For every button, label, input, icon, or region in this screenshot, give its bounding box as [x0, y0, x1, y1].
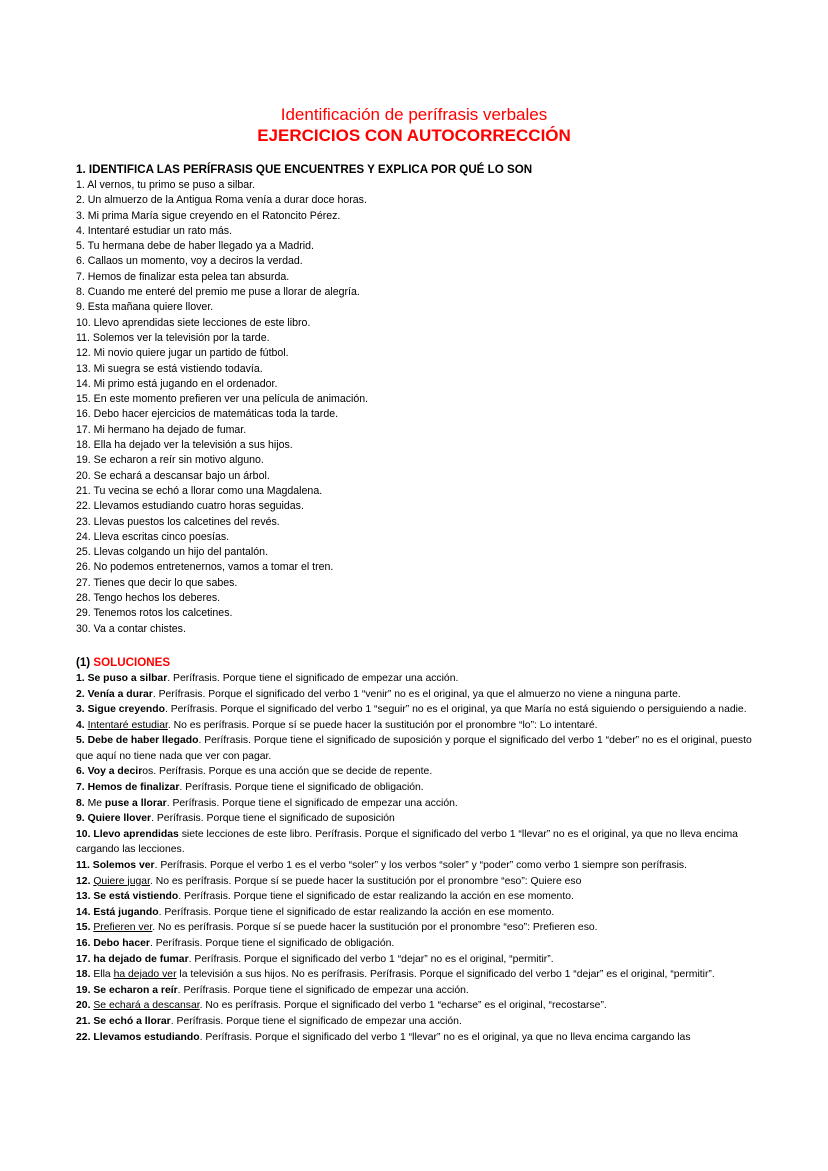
- solution-explanation: . Perífrasis. Porque tiene el significado de estar realizando la acción en ese momento.: [178, 891, 574, 903]
- solution-item: [76, 858, 752, 874]
- solution-explanation: . No es perífrasis. Porque el significado del verbo 1 “echarse” es el original, “recostarse”.: [199, 1000, 607, 1012]
- solution-number-dot: .: [87, 938, 94, 949]
- solution-key-phrase: Se echaron a reír: [93, 984, 178, 996]
- solution-explanation: . Perífrasis. Porque el significado del verbo 1 “dejar” no es el original, “permitir”.: [188, 953, 554, 965]
- solution-key-phrase: Quiere jugar: [93, 875, 150, 887]
- exercise-item: 6. Callaos un momento, voy a deciros la verdad.: [76, 255, 303, 268]
- solution-item: [76, 718, 752, 734]
- solution-explanation: . Perífrasis. Porque tiene el significado de estar realizando la acción en ese momento.: [158, 906, 555, 918]
- solution-number: 10: [76, 828, 88, 840]
- solution-item: [76, 1014, 752, 1030]
- exercise-item: 22. Llevamos estudiando cuatro horas seguidas.: [76, 500, 304, 513]
- solution-item: [76, 998, 752, 1014]
- solution-lead: Me: [87, 797, 105, 809]
- exercise-item: 8. Cuando me enteré del premio me puse a llorar de alegría.: [76, 286, 360, 299]
- exercise-item: 20. Se echará a descansar bajo un árbol.: [76, 469, 270, 482]
- exercise-item: 11. Solemos ver la televisión por la tarde.: [76, 331, 270, 344]
- solutions-list: [76, 671, 752, 1045]
- solution-item: [76, 952, 752, 968]
- solutions-heading: [76, 655, 752, 671]
- solution-explanation: . Perífrasis. Porque tiene el significado de empezar una acción.: [177, 984, 469, 996]
- exercise-item: 1. Al vernos, tu primo se puso a silbar.: [76, 179, 256, 191]
- exercise-item: 29. Tenemos rotos los calcetines.: [76, 607, 233, 620]
- solution-number-dot: .: [81, 688, 88, 700]
- solution-explanation: . Perífrasis. Porque tiene el significado de obligación.: [149, 938, 395, 949]
- exercise-item: 4. Intentaré estudiar un rato más.: [76, 224, 233, 237]
- solution-number-dot: .: [87, 1031, 94, 1043]
- solution-item: [76, 671, 752, 687]
- solution-number: 2: [76, 688, 82, 700]
- exercise-item: 24. Lleva escritas cinco poesías.: [76, 530, 230, 543]
- solution-number-dot: .: [87, 875, 94, 887]
- solution-explanation: . Perífrasis. Porque es una acción que se decide de repente.: [153, 766, 433, 778]
- solution-item: [76, 827, 752, 858]
- exercise-heading: 1. IDENTIFICA LAS PERÍFRASIS QUE ENCUENTRES Y EXPLICA POR QUÉ LO SON: [76, 163, 533, 176]
- solutions-label: SOLUCIONES: [93, 655, 171, 669]
- exercise-item: 9. Esta mañana quiere llover.: [76, 301, 214, 314]
- solution-number-dot: .: [87, 1015, 94, 1027]
- exercise-item: 14. Mi primo está jugando en el ordenador.: [76, 377, 278, 390]
- solution-key-phrase: ha dejado ver: [113, 969, 177, 981]
- exercise-item: 27. Tienes que decir lo que sabes.: [76, 576, 238, 589]
- solution-number-dot: .: [87, 828, 94, 840]
- solution-number-dot: .: [87, 906, 94, 918]
- exercise-item: 17. Mi hermano ha dejado de fumar.: [76, 423, 247, 436]
- exercise-item: 7. Hemos de finalizar esta pelea tan absurda.: [76, 270, 290, 283]
- solution-number-dot: .: [81, 704, 88, 716]
- solution-number: 5: [76, 735, 82, 747]
- solution-key-phrase: Se puso a silbar: [87, 672, 168, 684]
- solution-key-phrase: Quiere llover: [87, 813, 152, 825]
- solution-number-dot: .: [87, 891, 94, 903]
- solution-key-phrase: puse a llorar: [104, 797, 167, 809]
- solution-key-suffix: os: [142, 766, 154, 778]
- solution-key-phrase: Debe de haber llegado: [87, 735, 199, 747]
- solution-number: 13: [76, 891, 88, 903]
- solution-key-phrase: Llevo aprendidas: [93, 828, 179, 840]
- solution-key-phrase: Venía a durar: [87, 688, 153, 700]
- solution-explanation: . Perífrasis. Porque el verbo 1 es el verbo “soler” y los verbos “soler” y “poder” como verbo 1 siempre son perífrasis.: [154, 860, 688, 872]
- solution-item: [76, 920, 752, 936]
- solution-number: 22: [76, 1031, 88, 1043]
- solution-number-dot: .: [87, 922, 94, 934]
- solution-key-phrase: Debo hacer: [93, 938, 150, 949]
- solution-number-dot: .: [87, 984, 94, 996]
- solution-item: [76, 936, 752, 952]
- solution-explanation: . Perífrasis. Porque el significado del verbo 1 “llevar” no es el original, ya que no lleva encima cargando las: [199, 1031, 691, 1043]
- exercise-item: 25. Llevas colgando un hijo del pantalón.: [76, 546, 269, 559]
- exercise-item: 10. Llevo aprendidas siete lecciones de este libro.: [76, 316, 311, 329]
- solution-item: [76, 889, 752, 905]
- solution-item: [76, 764, 752, 780]
- solution-item: [76, 796, 752, 812]
- exercise-item: 2. Un almuerzo de la Antigua Roma venía a durar doce horas.: [76, 194, 367, 207]
- solution-key-phrase: Se echó a llorar: [93, 1015, 171, 1027]
- solution-explanation: . Perífrasis. Porque el significado del verbo 1 “seguir” no es el original, ya que María no está siguiendo o persiguiendo a nadie.: [164, 704, 747, 716]
- solution-number: 6: [76, 766, 82, 778]
- exercise-item: 30. Va a contar chistes.: [76, 622, 186, 635]
- solution-number-dot: .: [87, 969, 94, 981]
- exercise-item: 19. Se echaron a reír sin motivo alguno.: [76, 454, 264, 467]
- solution-key-phrase: Prefieren ver: [93, 922, 153, 934]
- solutions-prefix: (1): [76, 655, 94, 669]
- solution-number-dot: .: [81, 797, 88, 809]
- solution-key-phrase: ha dejado de fumar: [93, 953, 189, 965]
- exercise-item: 28. Tengo hechos los deberes.: [76, 592, 221, 605]
- solution-number-dot: .: [81, 782, 88, 794]
- solution-number: 12: [76, 875, 88, 887]
- exercise-item: 15. En este momento prefieren ver una película de animación.: [76, 393, 369, 406]
- solution-number-dot: .: [81, 672, 88, 684]
- solution-item: [76, 967, 752, 983]
- solution-number: 15: [76, 922, 88, 934]
- solution-number: 11: [76, 860, 87, 872]
- exercise-item: 3. Mi prima María sigue creyendo en el Ratoncito Pérez.: [76, 209, 341, 222]
- solution-key-phrase: Se echará a descansar: [93, 1000, 200, 1012]
- solution-number: 18: [76, 969, 88, 981]
- exercise-item: 5. Tu hermana debe de haber llegado ya a Madrid.: [76, 240, 314, 253]
- solution-item: [76, 905, 752, 921]
- solution-explanation: . No es perífrasis. Porque sí se puede hacer la sustitución por el pronombre “eso”: Quiere eso: [149, 875, 582, 887]
- solution-item: [76, 702, 752, 718]
- solution-number: 16: [76, 938, 88, 949]
- solution-number-dot: .: [81, 735, 88, 747]
- solution-explanation: . Perífrasis. Porque el significado del verbo 1 “venir” no es el original, ya que el almuerzo no viene a ninguna parte.: [152, 688, 681, 700]
- document-subtitle: EJERCICIOS CON AUTOCORRECCIÓN: [257, 126, 571, 145]
- solution-number: 17: [76, 953, 88, 965]
- solution-key-phrase: Intentaré estudiar: [87, 719, 168, 731]
- solution-item: [76, 1030, 752, 1046]
- exercise-item: 12. Mi novio quiere jugar un partido de fútbol.: [76, 347, 289, 360]
- solution-item: [76, 983, 752, 999]
- exercise-item: 18. Ella ha dejado ver la televisión a sus hijos.: [76, 439, 293, 452]
- solution-number: 1: [76, 672, 82, 684]
- exercise-item: 13. Mi suegra se está vistiendo todavía.: [76, 362, 263, 375]
- solution-number: 9: [76, 813, 82, 825]
- solution-explanation: . Perífrasis. Porque tiene el significado de empezar una acción.: [167, 672, 459, 684]
- solution-lead: Ella: [93, 969, 114, 981]
- solution-explanation: . Perífrasis. Porque tiene el significado de empezar una acción.: [166, 797, 458, 809]
- solution-item: [76, 780, 752, 796]
- solution-key-phrase: Sigue creyendo: [87, 704, 165, 716]
- solution-explanation: siete lecciones de este libro. Perífrasis. Porque el significado del verbo 1 “llevar” no es el original, ya que no lleva encima cargando las lecciones.: [76, 828, 738, 856]
- solution-explanation: . Perífrasis. Porque tiene el significado de suposición: [151, 813, 395, 825]
- solution-number-dot: .: [81, 719, 88, 731]
- solution-number-dot: .: [87, 1000, 94, 1012]
- solution-number: 20: [76, 1000, 88, 1012]
- solution-number-dot: .: [86, 860, 93, 872]
- solution-item: [76, 733, 752, 764]
- exercise-item: 23. Llevas puestos los calcetines del revés.: [76, 515, 280, 528]
- solution-key-phrase: Hemos de finalizar: [87, 782, 180, 794]
- solution-explanation: . Perífrasis. Porque tiene el significado de suposición y porque el significado del verbo 1 “deber” no es el original, puesto que aquí no tiene nada que ver con pagar.: [76, 735, 752, 762]
- document-title: Identificación de perífrasis verbales: [280, 105, 548, 124]
- solution-number-dot: .: [87, 953, 94, 965]
- solution-key-phrase: Voy a decir: [87, 766, 143, 778]
- solution-number: 4: [76, 719, 82, 731]
- solution-explanation: . No es perífrasis. Porque sí se puede hacer la sustitución por el pronombre “lo”: Lo intentaré.: [167, 719, 598, 731]
- solution-number: 21: [76, 1015, 88, 1027]
- solution-number: 14: [76, 906, 88, 918]
- solution-explanation: . Perífrasis. Porque tiene el significado de empezar una acción.: [170, 1015, 462, 1027]
- solution-number: 3: [76, 704, 82, 716]
- exercise-item: 26. No podemos entretenernos, vamos a tomar el tren.: [76, 561, 334, 574]
- solution-number: 8: [76, 797, 82, 809]
- exercise-item: 21. Tu vecina se echó a llorar como una Magdalena.: [76, 484, 323, 497]
- exercise-item: 16. Debo hacer ejercicios de matemáticas toda la tarde.: [76, 408, 339, 421]
- document-page: [76, 104, 752, 1045]
- solution-item: [76, 874, 752, 890]
- solution-key-phrase: Está jugando: [93, 906, 159, 918]
- exercise-list: [76, 178, 752, 637]
- solution-number: 7: [76, 782, 82, 794]
- solution-key-phrase: Llevamos estudiando: [93, 1031, 200, 1043]
- solution-item: [76, 687, 752, 703]
- solution-key-phrase: Se está vistiendo: [93, 891, 179, 903]
- solution-item: [76, 811, 752, 827]
- solution-number-dot: .: [81, 766, 88, 778]
- solution-number-dot: .: [81, 813, 88, 825]
- solution-explanation: la televisión a sus hijos. No es perífrasis. Perífrasis. Porque el significado del verbo 1 “dejar” es el original, “permitir”.: [176, 969, 715, 981]
- solution-key-phrase: Solemos ver: [92, 860, 155, 872]
- solution-number: 19: [76, 984, 88, 996]
- solution-explanation: . No es perífrasis. Porque sí se puede hacer la sustitución por el pronombre “eso”: Prefieren eso.: [152, 922, 598, 934]
- solution-explanation: . Perífrasis. Porque tiene el significado de obligación.: [179, 782, 424, 794]
